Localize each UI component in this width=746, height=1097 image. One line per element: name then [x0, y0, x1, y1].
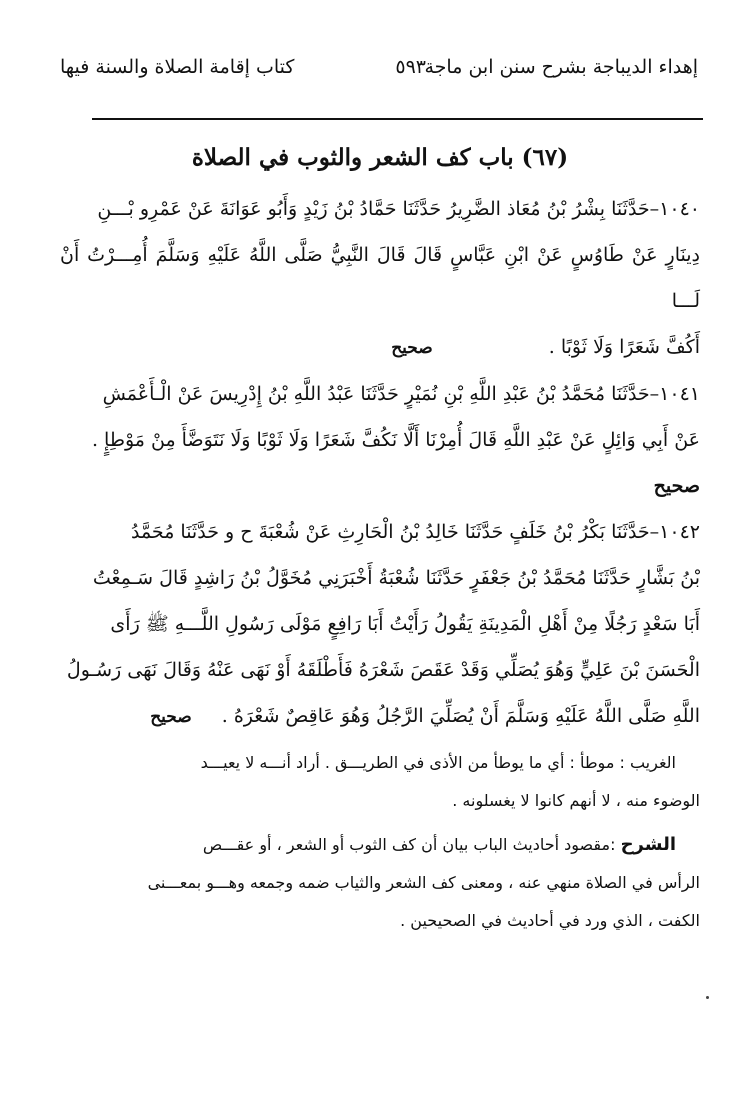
page-number: ٥٩٣ — [395, 56, 426, 78]
hadith-line-text: اللَّهِ صَلَّى اللَّهُ عَلَيْهِ وَسَلَّمَ أَنْ يُصَلِّيَ الرَّجُلُ وَهُوَ عَاقِصٌ شَعْرَهُ . — [221, 705, 700, 727]
hadith-line: ١٠٤٢–حَدَّثَنَا بَكْرُ بْنُ خَلَفٍ حَدَّثَنَا خَالِدُ بْنُ الْحَارِثِ عَنْ شُعْبَةَ ح و حَدَّثَنَا مُحَمَّدُ — [130, 521, 700, 543]
sharh-line: الكفت ، الذي ورد في أحاديث في الصحيحين . — [400, 911, 700, 930]
hadith-1042 — [60, 509, 700, 740]
page-body — [60, 138, 700, 940]
hadith-1040 — [60, 186, 700, 371]
sharh-line: الرأس في الصلاة منهي عنه ، ومعنى كف الشعر والثياب ضمه وجمعه وهـــو بمعـــنى — [147, 873, 700, 892]
section-title: كتاب إقامة الصلاة والسنة فيها — [60, 56, 295, 78]
gharib-line — [60, 744, 700, 782]
sharh-text: :مقصود أحاديث الباب بيان أن كف الثوب أو الشعر ، أو عقـــص — [202, 835, 616, 854]
hadith-1041 — [60, 371, 700, 509]
hadith-line: عَنْ أَبِي وَائِلٍ عَنْ عَبْدِ اللَّهِ قَالَ أُمِرْنَا أَلَّا نَكُفَّ شَعَرًا وَلَا ثَوْبًا وَلَا نَتَوَضَّأَ مِنْ مَوْطِإٍ . — [91, 429, 700, 451]
hadith-line: ١٠٤١–حَدَّثَنَا مُحَمَّدُ بْنُ عَبْدِ اللَّهِ بْنِ نُمَيْرٍ حَدَّثَنَا عَبْدُ اللَّهِ بْنُ إِدْرِيسَ عَنْ الْـأَعْمَشِ — [102, 383, 700, 405]
hadith-line: بْنُ بَشَّارٍ حَدَّثَنَا مُحَمَّدُ بْنُ جَعْفَرٍ حَدَّثَنَا شُعْبَةُ أَخْبَرَنِي مُخَوَّلُ بْنُ رَاشِدٍ قَالَ سَـمِعْتُ — [92, 567, 700, 589]
hadith-grade: صحيح — [150, 707, 192, 727]
sharh-label: الشرح — [620, 834, 676, 855]
book-title: إهداء الديباجة بشرح سنن ابن ماجة — [424, 56, 698, 78]
hadith-line-text: أَكُفَّ شَعَرًا وَلَا ثَوْبًا . — [548, 336, 700, 358]
hadith-grade: صحيح — [391, 338, 433, 358]
hadith-line — [60, 693, 700, 740]
chapter-heading: (٦٧) باب كف الشعر والثوب في الصلاة — [191, 144, 569, 171]
hadith-line: الْحَسَنَ بْنَ عَلِيٍّ وَهُوَ يُصَلِّي وَقَدْ عَقَصَ شَعْرَهُ فَأَطْلَقَهُ أَوْ نَهَى عَنْهُ وَقَالَ نَهَى رَسُـولُ — [66, 659, 700, 681]
commentary — [60, 744, 700, 940]
hadith-grade: صحيح — [653, 475, 700, 497]
gharib-text: : موطأ : أي ما يوطأ من الأذى في الطريـــق . أراد أنـــه لا يعيـــد — [200, 753, 625, 772]
gharib-label: الغريب — [629, 753, 676, 772]
sharh-line — [60, 826, 700, 864]
gharib-line: الوضوء منه ، لا أنهم كانوا لا يغسلونه . — [452, 791, 700, 810]
hadith-line — [60, 324, 700, 371]
header-rule — [92, 118, 703, 120]
hadith-line: دِينَارٍ عَنْ طَاوُسٍ عَنْ ابْنِ عَبَّاسٍ قَالَ قَالَ النَّبِيُّ صَلَّى اللَّهُ عَلَيْهِ وَسَلَّمَ أُمِـــرْتُ أَنْ لَـــا — [60, 244, 700, 312]
hadith-line: ١٠٤٠–حَدَّثَنَا بِشْرُ بْنُ مُعَاذ الضَّرِيرُ حَدَّثَنَا حَمَّادُ بْنُ زَيْدٍ وَأَبُو عَوَانَةَ عَنْ عَمْرِو بْـــنِ — [97, 198, 700, 220]
running-header — [60, 52, 698, 86]
page-speck — [706, 996, 709, 999]
hadith-line: أَبَا سَعْدٍ رَجُلًا مِنْ أَهْلِ الْمَدِينَةِ يَقُولُ رَأَيْتُ أَبَا رَافِعٍ مَوْلَى رَسُولِ اللَّـــهِ ﷺ رَأَى — [110, 613, 700, 635]
